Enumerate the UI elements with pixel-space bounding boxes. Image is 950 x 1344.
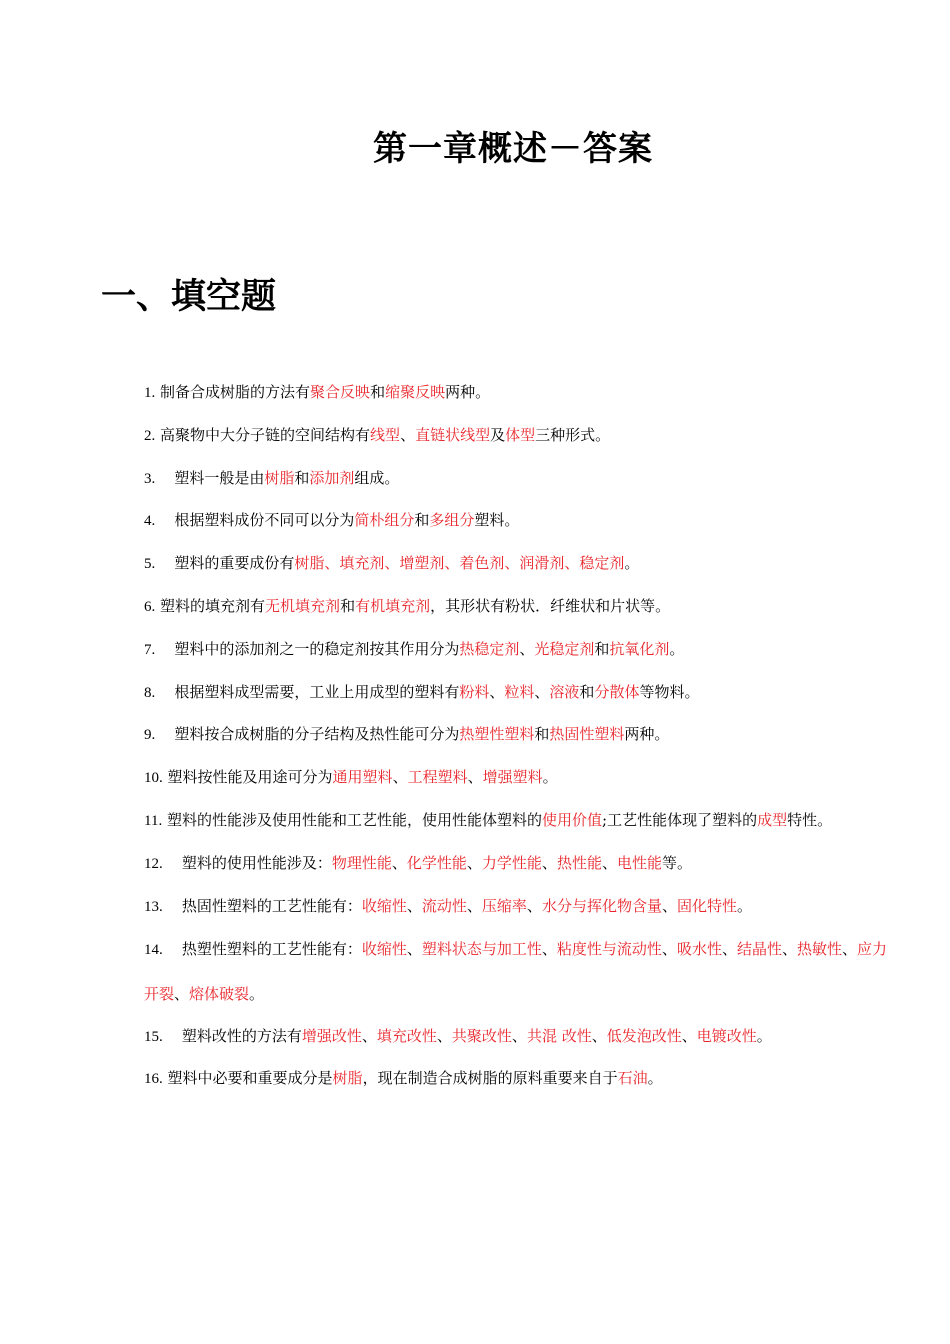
question-text-segment: 和: [340, 596, 356, 615]
question-text-segment: 和: [294, 468, 310, 487]
question-item: [144, 848, 898, 879]
answer-text: 聚合反映: [310, 383, 371, 401]
question-number: 7.: [144, 641, 156, 658]
answer-text: 粘度性与流动性: [556, 939, 662, 958]
answer-text: 力学性能: [481, 853, 542, 872]
question-number: 6.: [144, 598, 156, 615]
question-text-segment: 、: [591, 1026, 607, 1045]
question-number: 12.: [144, 855, 163, 872]
answer-text: 化学性能: [406, 853, 467, 872]
question-number: 3.: [144, 470, 156, 487]
question-item: [144, 591, 898, 622]
question-text: [144, 940, 887, 1003]
question-text-segment: 。: [669, 639, 685, 658]
question-text-segment: 制备合成树脂的方法有: [160, 383, 311, 401]
question-text-segment: 、: [511, 1026, 527, 1045]
question-text-segment: 塑料的使用性能涉及：: [181, 853, 332, 872]
question-list: [144, 377, 898, 1106]
question-text-segment: 。: [249, 984, 265, 1003]
question-text: [174, 683, 699, 701]
question-text-segment: 、: [661, 896, 677, 915]
question-text-segment: 塑料的填充剂有: [160, 596, 266, 615]
question-text: [174, 725, 669, 743]
answer-text: 结晶性: [736, 939, 782, 958]
question-item: [144, 798, 898, 843]
question-item: [144, 677, 898, 708]
answer-text: 水分与挥化物含量: [541, 896, 662, 915]
answer-text: 工程塑料: [407, 768, 468, 787]
question-text-segment: 塑料按合成树脂的分子结构及热性能可分为: [174, 725, 460, 744]
question-text-segment: 、: [781, 939, 797, 958]
question-text: [174, 554, 639, 572]
answer-text: 分散体: [594, 682, 640, 701]
question-text-segment: 、: [391, 853, 407, 872]
question-text-segment: 热固性塑料的工艺性能有：: [181, 896, 362, 915]
answer-text: 熔体破裂: [189, 984, 250, 1003]
question-text-segment: 塑料。: [474, 511, 520, 530]
question-text-segment: 。: [736, 896, 752, 915]
answer-text: 填充改性: [376, 1026, 437, 1045]
answer-text: 应力开裂: [144, 939, 888, 1003]
question-number: 11.: [144, 812, 163, 829]
question-text-segment: 、: [174, 984, 190, 1003]
answer-text: 热塑性塑料: [459, 725, 535, 744]
question-text-segment: 。: [647, 1069, 663, 1088]
answer-text: 收缩性: [361, 939, 407, 958]
question-text-segment: 塑料改性的方法有: [181, 1026, 302, 1045]
question-item: [144, 377, 898, 408]
question-text: [182, 854, 692, 872]
answer-text: 热性能: [556, 853, 602, 872]
question-text-segment: 塑料中必要和重要成分是: [167, 1069, 333, 1088]
question-item: [144, 420, 898, 451]
answer-text: 共聚改性: [451, 1026, 512, 1045]
question-text-segment: 、: [526, 896, 542, 915]
answer-text: 粒料: [504, 682, 535, 701]
question-text-segment: 。: [624, 554, 640, 573]
question-item: [144, 927, 898, 1016]
question-text-segment: 塑料的重要成份有: [174, 554, 295, 573]
question-text-segment: 、: [406, 896, 422, 915]
answer-text: 体型: [505, 425, 536, 444]
question-text-segment: 根据塑料成型需要，工业上用成型的塑料有: [174, 682, 460, 701]
question-text-segment: 和: [370, 383, 386, 401]
question-item: [144, 1063, 898, 1094]
question-text: [174, 511, 519, 529]
question-text-segment: ，现在制造合成树脂的原料重要来自于: [362, 1069, 618, 1088]
answer-text: 树脂: [264, 468, 295, 487]
question-text-segment: 和: [414, 511, 430, 530]
answer-text: 热固性塑料: [549, 725, 625, 744]
answer-text: 热稳定剂: [459, 639, 520, 658]
answer-text: 简朴组分: [354, 511, 415, 530]
question-text-segment: 两种。: [445, 383, 491, 401]
answer-text: 溶液: [549, 682, 580, 701]
answer-text: 物理性能: [331, 853, 392, 872]
question-item: [144, 762, 898, 793]
question-text-segment: 、: [601, 853, 617, 872]
question-item: [144, 634, 898, 665]
answer-text: 共混 改性: [526, 1026, 592, 1045]
question-text-segment: 塑料中的添加剂之一的稳定剂按其作用分为: [174, 639, 460, 658]
question-text: [174, 640, 684, 658]
question-number: 14.: [144, 941, 163, 958]
answer-text: 电镀改性: [696, 1026, 757, 1045]
answer-text: 低发泡改性: [606, 1026, 682, 1045]
question-text-segment: 热塑性塑料的工艺性能有：: [181, 939, 362, 958]
question-text-segment: 、: [467, 768, 483, 787]
answer-text: 吸水性: [676, 939, 722, 958]
question-number: 10.: [144, 770, 163, 787]
question-number: 4.: [144, 513, 156, 530]
question-text-segment: 等。: [661, 853, 692, 872]
question-item: [144, 891, 898, 922]
question-number: 13.: [144, 898, 163, 915]
question-text: [168, 1069, 663, 1087]
answer-text: 压缩率: [481, 896, 527, 915]
answer-text: 树脂: [332, 1069, 363, 1088]
answer-text: 多组分: [429, 511, 475, 530]
question-text-segment: 两种。: [624, 725, 670, 744]
question-text: [160, 597, 670, 615]
page-title: 第一章概述－答案: [373, 129, 653, 169]
question-text-segment: 、: [681, 1026, 697, 1045]
question-text: [174, 469, 399, 487]
question-text-segment: 组成。: [354, 468, 400, 487]
answer-text: 塑料状态与加工性: [421, 939, 542, 958]
answer-text: 抗氧化剂: [609, 639, 670, 658]
question-text-segment: 。: [756, 1026, 772, 1045]
question-text-segment: 及: [490, 425, 506, 444]
question-text-segment: 、: [661, 939, 677, 958]
answer-text: 通用塑料: [332, 768, 393, 787]
answer-text: 增强塑料: [482, 768, 543, 787]
question-text-segment: 高聚物中大分子链的空间结构有: [160, 425, 371, 444]
answer-text: 树脂、填充剂、增塑剂、着色剂、润滑剂、稳定剂: [294, 554, 625, 573]
question-text-segment: 等物料。: [639, 682, 700, 701]
question-text-segment: 塑料一般是由: [174, 468, 265, 487]
question-number: 9.: [144, 727, 156, 744]
answer-text: 线型: [370, 425, 401, 444]
question-text-segment: 塑料的性能涉及使用性能和工艺性能，使用性能体塑料的: [166, 810, 542, 829]
answer-text: 无机填充剂: [265, 596, 341, 615]
question-text-segment: 根据塑料成份不同可以分为: [174, 511, 355, 530]
question-text-segment: 、: [519, 639, 535, 658]
answer-text: 有机填充剂: [355, 596, 431, 615]
question-text-segment: 、: [534, 682, 550, 701]
question-text: [182, 1027, 772, 1045]
question-text-segment: 、: [466, 853, 482, 872]
question-text-segment: 、: [842, 939, 858, 958]
question-text: [167, 811, 832, 829]
answer-text: 固化特性: [676, 896, 737, 915]
question-item: [144, 505, 898, 536]
question-text-segment: 塑料按性能及用途可分为: [167, 768, 333, 787]
question-text-segment: 、: [436, 1026, 452, 1045]
answer-text: 石油: [617, 1069, 648, 1088]
question-text-segment: 和: [594, 639, 610, 658]
question-item: [144, 1021, 898, 1052]
answer-text: 电性能: [616, 853, 662, 872]
question-text-segment: ;工艺性能体现了塑料的: [602, 810, 758, 829]
answer-text: 流动性: [421, 896, 467, 915]
question-text-segment: 、: [466, 896, 482, 915]
answer-text: 增强改性: [301, 1026, 362, 1045]
answer-text: 热敏性: [797, 939, 843, 958]
answer-text: 成型: [757, 810, 788, 829]
question-text-segment: 、: [400, 425, 416, 444]
answer-text: 使用价值: [542, 810, 603, 829]
question-text: [182, 897, 752, 915]
question-text-segment: 三种形式。: [535, 425, 611, 444]
question-text-segment: 和: [534, 725, 550, 744]
question-item: [144, 548, 898, 579]
question-number: 5.: [144, 556, 156, 573]
question-text: [160, 426, 610, 444]
answer-text: 收缩性: [361, 896, 407, 915]
question-number: 15.: [144, 1028, 163, 1045]
question-item: [144, 719, 898, 750]
question-text-segment: 和: [579, 682, 595, 701]
question-text-segment: 特性。: [787, 810, 833, 829]
question-text: [168, 768, 558, 786]
question-text-segment: 、: [541, 939, 557, 958]
question-text-segment: 。: [542, 768, 558, 787]
question-text-segment: 、: [361, 1026, 377, 1045]
answer-text: 粉料: [459, 682, 490, 701]
question-text-segment: 、: [541, 853, 557, 872]
answer-text: 添加剂: [309, 468, 355, 487]
question-number: 2.: [144, 427, 156, 444]
answer-text: 直链状线型: [415, 425, 491, 444]
question-item: [144, 463, 898, 494]
question-number: 8.: [144, 684, 156, 701]
question-text-segment: 、: [489, 682, 505, 701]
question-text-segment: ，其形状有粉状．纤维状和片状等。: [430, 596, 671, 615]
question-text-segment: 、: [721, 939, 737, 958]
question-text-segment: 、: [392, 768, 408, 787]
answer-text: 缩聚反映: [385, 383, 446, 401]
question-text-segment: 、: [406, 939, 422, 958]
question-text: [160, 383, 490, 401]
question-number: 1.: [144, 385, 156, 401]
section-heading: 一、填空题: [101, 277, 277, 317]
question-number: 16.: [144, 1071, 163, 1088]
answer-text: 光稳定剂: [534, 639, 595, 658]
